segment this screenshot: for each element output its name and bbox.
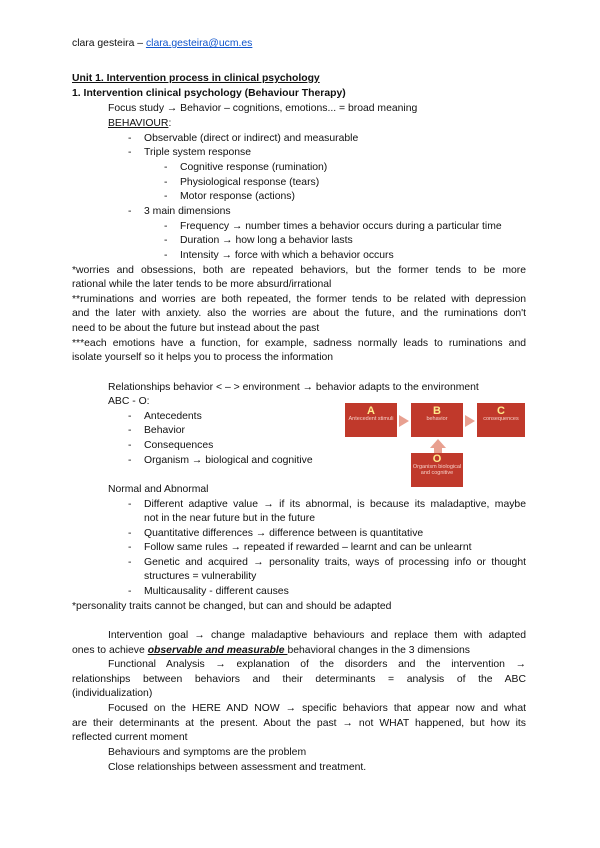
bullet-dash: - bbox=[164, 162, 168, 173]
author-name: clara gesteira – bbox=[72, 38, 144, 49]
behavior-letter: B bbox=[433, 405, 441, 417]
bullet-dash: - bbox=[164, 191, 168, 202]
note-line: rational while the later tends to be more absurd/irrational bbox=[72, 279, 332, 290]
normal-item: Different adaptive value → if its abnormal, is because its maladaptive, maybe bbox=[144, 499, 526, 510]
triple-item: Motor response (actions) bbox=[180, 191, 295, 202]
goal-text: behavioral changes in the 3 dimensions bbox=[287, 645, 470, 656]
consequences-letter: C bbox=[497, 405, 505, 417]
behaviour-label: BEHAVIOUR bbox=[108, 118, 169, 129]
goal-text: ones to achieve bbox=[72, 645, 148, 656]
organism-text: Organism biological and cognitive bbox=[412, 464, 462, 476]
abc-item: Antecedents bbox=[144, 411, 202, 422]
behaviour-item: Observable (direct or indirect) and measurable bbox=[144, 133, 359, 144]
goal-emphasis: observable and measurable bbox=[147, 645, 288, 656]
organism-box bbox=[411, 453, 463, 487]
bullet-dash: - bbox=[128, 557, 132, 568]
abc-item: Consequences bbox=[144, 440, 214, 451]
bullet-dash: - bbox=[164, 235, 168, 246]
bullet-dash: - bbox=[128, 528, 132, 539]
dimension-item: Duration → how long a behavior lasts bbox=[180, 235, 353, 246]
here-now-line: are their determinants at the present. About the past → not WHAT happened, but how its bbox=[72, 718, 526, 729]
bullet-dash: - bbox=[128, 542, 132, 553]
bullet-dash: - bbox=[128, 499, 132, 510]
behavior-text: behavior bbox=[426, 416, 448, 422]
functional-line: Functional Analysis → explanation of the disorders and the intervention → bbox=[108, 659, 526, 670]
behaviour-colon: : bbox=[168, 118, 172, 129]
bullet-dash: - bbox=[128, 425, 132, 436]
organism-letter: O bbox=[432, 453, 442, 465]
bullet-dash: - bbox=[128, 206, 132, 217]
normal-item: Multicausality - different causes bbox=[144, 586, 289, 597]
author-email-link[interactable]: clara.gesteira@ucm.es bbox=[145, 38, 253, 49]
bullet-dash: - bbox=[128, 411, 132, 422]
normal-item: Follow same rules → repeated if rewarded – learnt and can be unlearnt bbox=[144, 542, 472, 553]
unit-title: Unit 1. Intervention process in clinical psychology bbox=[72, 73, 320, 84]
dimension-item: Intensity → force with which a behavior occurs bbox=[180, 250, 394, 261]
arrow-a-to-b-icon bbox=[399, 415, 409, 427]
dimension-item: Frequency → number times a behavior occurs during a particular time bbox=[180, 221, 502, 232]
here-now-line: reflected current moment bbox=[72, 732, 188, 743]
antecedent-text: Antecedent stimuli bbox=[348, 416, 394, 422]
author-line bbox=[72, 37, 252, 50]
triple-item: Cognitive response (rumination) bbox=[180, 162, 328, 173]
bullet-dash: - bbox=[164, 177, 168, 188]
abc-o-diagram bbox=[345, 403, 525, 487]
normal-item: Genetic and acquired → personality traits, ways of processing info or thought bbox=[144, 557, 526, 568]
bullet-dash: - bbox=[164, 221, 168, 232]
antecedent-letter: A bbox=[367, 405, 375, 417]
close-relationships: Close relationships between assessment and treatment. bbox=[108, 762, 367, 773]
antecedent-box bbox=[345, 403, 397, 437]
normal-item-cont: structures = vulnerability bbox=[144, 571, 257, 582]
abc-label: ABC - O: bbox=[108, 396, 150, 407]
relationships-line: Relationships behavior < – > environment → behavior adapts to the environment bbox=[108, 382, 479, 393]
normal-label: Normal and Abnormal bbox=[108, 484, 209, 495]
functional-line: relationships between behaviors and their determinants = analysis of the ABC bbox=[72, 674, 526, 685]
here-now-line: Focused on the HERE AND NOW → specific behaviors that appear now and what bbox=[108, 703, 526, 714]
note-line: **ruminations and worries are both repeated, the former tends to be related with depression bbox=[72, 294, 526, 305]
behaviours-problem: Behaviours and symptoms are the problem bbox=[108, 747, 307, 758]
bullet-dash: - bbox=[128, 455, 132, 466]
bullet-dash: - bbox=[164, 250, 168, 261]
note-line: isolate yourself so it helps you to process the information bbox=[72, 352, 334, 363]
bullet-dash: - bbox=[128, 147, 132, 158]
normal-item: Quantitative differences → difference between is quantitative bbox=[144, 528, 424, 539]
note-line: ***each emotions have a function, for example, sadness normally leads to ruminations and bbox=[72, 338, 526, 349]
behavior-box bbox=[411, 403, 463, 437]
consequences-box bbox=[477, 403, 525, 437]
consequences-text: consequences bbox=[483, 416, 519, 422]
behaviour-heading bbox=[108, 117, 171, 130]
arrow-b-to-c-icon bbox=[465, 415, 475, 427]
bullet-dash: - bbox=[128, 133, 132, 144]
note-line: need to be about the future but instead about the past bbox=[72, 323, 320, 334]
abc-item: Behavior bbox=[144, 425, 186, 436]
personality-note: *personality traits cannot be changed, but can and should be adapted bbox=[72, 601, 392, 612]
note-line: *worries and obsessions, both are repeated behaviors, but the former tends to be more bbox=[72, 265, 526, 276]
functional-line: (individualization) bbox=[72, 688, 153, 699]
note-line: and the later with anxiety. also the worries are about the future, and the ruminations don't bbox=[72, 308, 526, 319]
goal-line: Intervention goal → change maladaptive behaviours and replace them with adapted bbox=[108, 630, 526, 641]
bullet-dash: - bbox=[128, 440, 132, 451]
normal-item-cont: not in the near future but in the future bbox=[144, 513, 315, 524]
abc-item: Organism → biological and cognitive bbox=[144, 455, 313, 466]
dimensions-label: 3 main dimensions bbox=[144, 206, 231, 217]
bullet-dash: - bbox=[128, 586, 132, 597]
goal-line-2 bbox=[72, 644, 470, 657]
focus-line: Focus study → Behavior – cognitions, emotions... = broad meaning bbox=[108, 103, 418, 114]
triple-item: Physiological response (tears) bbox=[180, 177, 320, 188]
section-title: 1. Intervention clinical psychology (Behaviour Therapy) bbox=[72, 88, 346, 99]
behaviour-item: Triple system response bbox=[144, 147, 252, 158]
